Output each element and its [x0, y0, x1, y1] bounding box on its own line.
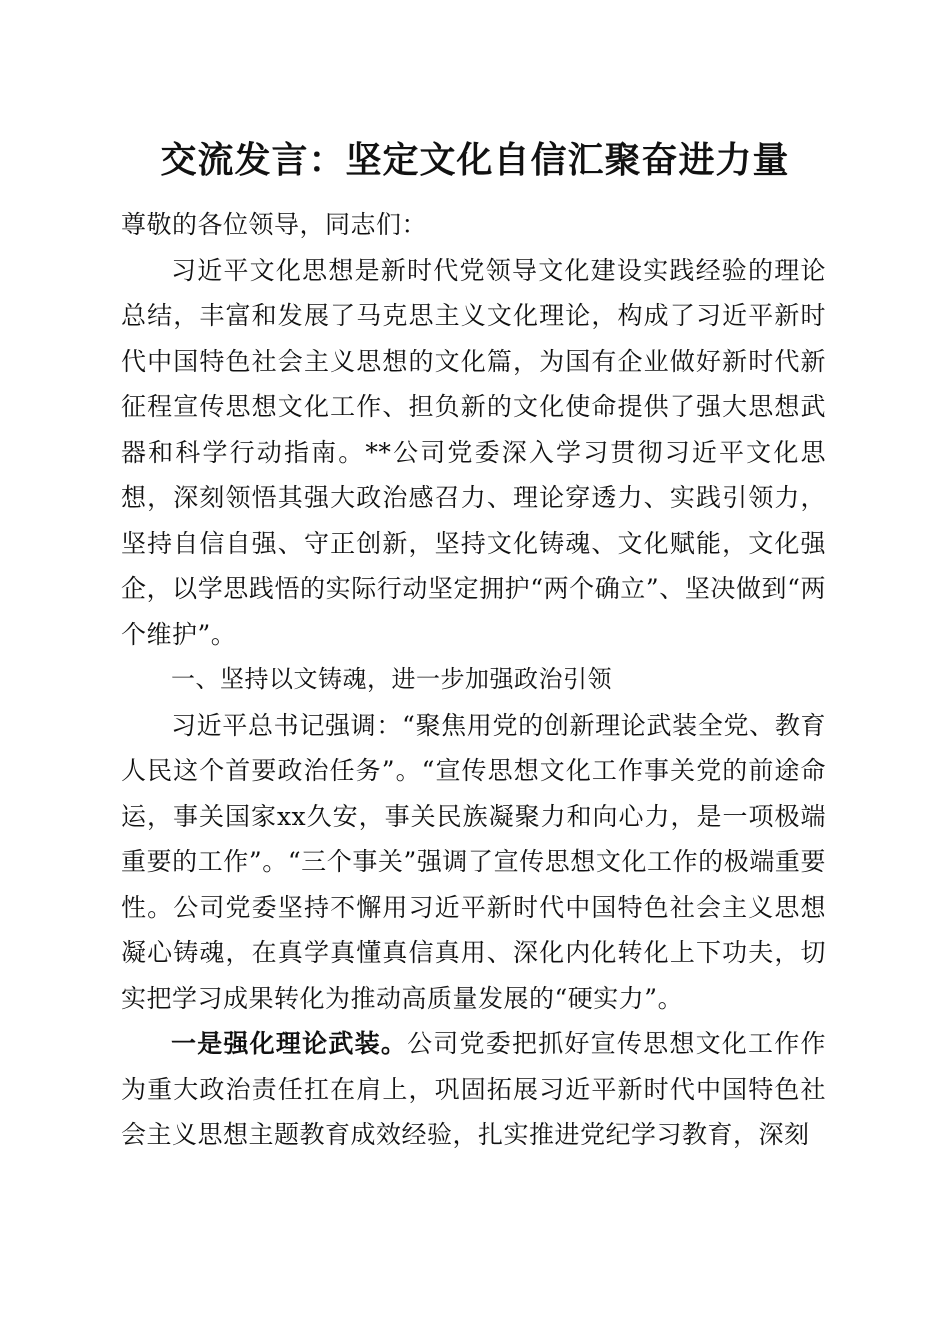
document-title: 交流发言：坚定文化自信汇聚奋进力量: [160, 139, 790, 181]
point-1-text: 公司党委把抓好宣传思想文化工作作为重大政治责任扛在肩上，巩固拓展习近平新时代中国特色社会主义思想主题教育成效经验，扎实推进党纪学习教育，深刻: [121, 1029, 826, 1149]
intro-paragraph: 习近平文化思想是新时代党领导文化建设实践经验的理论总结，丰富和发展了马克思主义文化理论，构成了习近平新时代中国特色社会主义思想的文化篇，为国有企业做好新时代新征程宣传思想文化工作、担负新的文化使命提供了强大思想武器和科学行动指南。**公司党委深入学习贯彻习近平文化思想，深刻领悟其强大政治感召力、理论穿透力、实践引领力，坚持自信自强、守正创新，坚持文化铸魂、文化赋能，文化强企，以学思践悟的实际行动坚定拥护“两个确立”、坚决做到“两个维护”。: [121, 255, 826, 649]
document-body: [121, 202, 826, 1158]
salutation: 尊敬的各位领导，同志们：: [121, 210, 428, 239]
section-1-paragraph: 习近平总书记强调：“聚焦用党的创新理论武装全党、教育人民这个首要政治任务”。“宣传思想文化工作事关党的前途命运，事关国家xx久安，事关民族凝聚力和向心力，是一项极端重要的工作”。“三个事关”强调了宣传思想文化工作的极端重要性。公司党委坚持不懈用习近平新时代中国特色社会主义思想凝心铸魂，在真学真懂真信真用、深化内化转化上下功夫，切实把学习成果转化为推动高质量发展的“硬实力”。: [121, 710, 826, 1013]
section-1-heading: 一、坚持以文铸魂，进一步加强政治引领: [171, 665, 612, 693]
point-1-paragraph: [121, 1021, 826, 1158]
point-1-lead: 一是强化理论武装。: [171, 1029, 408, 1058]
